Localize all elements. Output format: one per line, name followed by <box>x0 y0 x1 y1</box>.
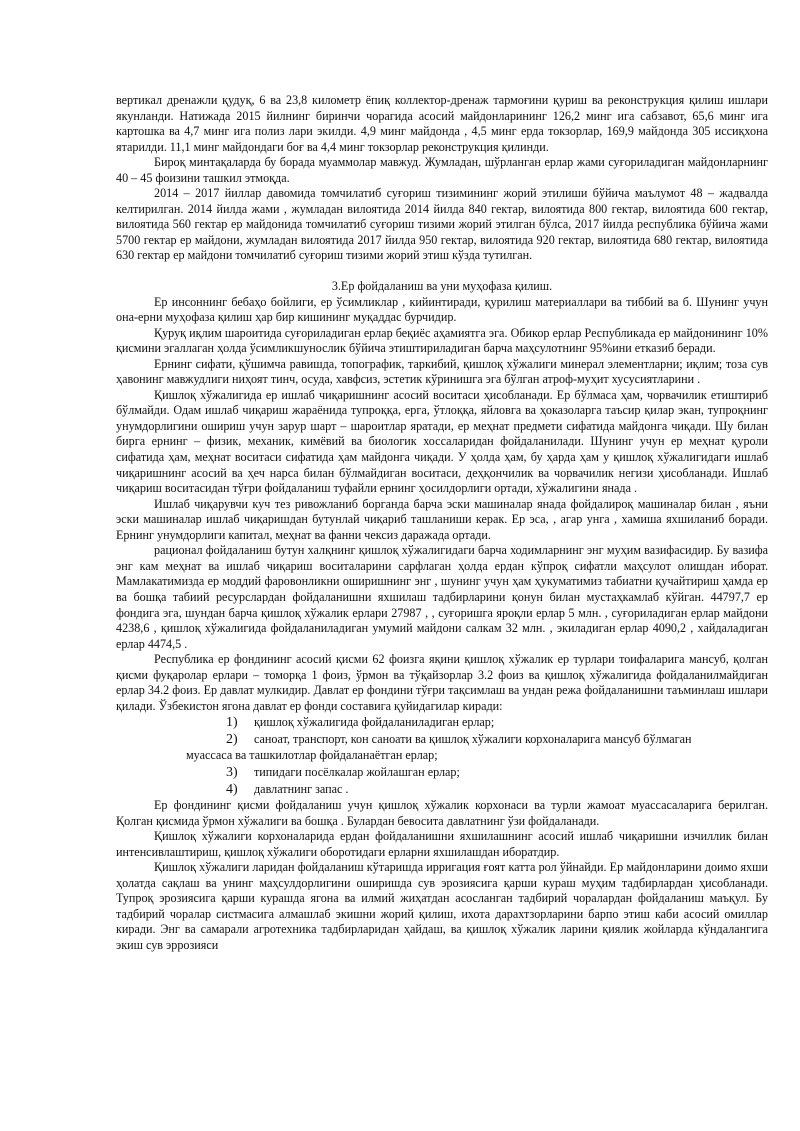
paragraph: Ер инсоннинг бебаҳо бойлиги, ер ўсимликлар , кийинтиради, қурилиш материаллари ва тиббий ва б. Шунинг учун она-ерни муҳофаза қилиш ҳар бир кишининг муқаддас бурчидир. <box>116 294 768 325</box>
paragraph: Қишлоқ хўжалиги ларидан фойдаланиш кўтаришда ирригация ғоят катта рол ўйнайди. Ер майдонларини доимо яхши ҳолатда сақлаш ва унинг маҳсулдорлигини оширишда сув эрозиясига қарши кураш муҳим тадбирлардан ҳисобланади. Тупроқ эрозиясига қарши курашда ягона ва илмий жиҳатдан асосланган тадбирий чоралардан фойдаланиш маъқул. Бу тадбирий чоралар систмасига алмашлаб экишни жорий қилиш, ихота дарахтзорларини барпо этиш каби асосий омиллар киради. Энг ва самарали агротехника тадбирларидан ҳайдаш, ва қишлоқ хўжалик ларини қиялик жойларда кўндалангига экиш сув эррозияси <box>116 860 768 952</box>
paragraph: Қишлоқ хўжалигида ер ишлаб чиқаришнинг асосий воситаси ҳисобланади. Ер бўлмаса ҳам, чорвачилик етиштириб бўлмайди. Одам ишлаб чиқариш жараёнида тупроққа, ерга, ўтлоққа, яйловга ва ҳоказоларга таъсир қилар экан, тупроқнинг унумдорлигини ошириш учун зарур шарт – шароитлар яратади, ер меҳнат предмети сифатида майдонга чиқади. Шу билан бирга ернинг – физик, механик, кимёвий ва биологик хоссаларидан фойдаланилади. Шунинг учун ер меҳнат қуроли сифатида ҳам, меҳнат воситаси сифатида ҳам майдонга чиқади. У ҳолда ҳам, бу ҳарда ҳам у қишлоқ хўжалигидаги ишлаб чиқаришнинг асосий ва ҳеч нарса билан бўлмайдиган воситаси, деҳқончилик ва чорвачилик негизи ҳисобланади. Ишлаб чиқариш воситасидан тўғри фойдаланиш туфайли ернинг ҳосилдорлиги ортади, хўжалигини янада . <box>116 387 768 496</box>
list-item-text: типидаги посёлкалар жойлашган ерлар; <box>254 764 460 779</box>
paragraph: Бироқ минтақаларда бу борада муаммолар мавжуд. Жумладан, шўрланган ерлар жами суғориладиган майдонларнинг 40 – 45 фоизини ташкил этмоқда. <box>116 155 768 185</box>
document-page <box>116 93 768 954</box>
paragraph: Ернинг сифати, қўшимча равишда, топографик, таркибий, қишлоқ хўжалиги минерал элементларни; иқлим; тоза сув ҳавонинг мавжудлиги ниҳоят тинч, осуда, хавфсиз, эстетик кўринишга эга бўлган атроф-муҳит хусусиятларини . <box>116 356 768 387</box>
paragraph: Республика ер фондининг асосий қисми 62 фоизга яқини қишлоқ хўжалик ер турлари тоифаларига мансуб, қолган қисми фуқаролар ерлари – томорқа 1 фоиз, ўрмон ва тўқайзорлар 3.2 фоиз ва қишлоқ хўжалигида фойдаланилмайдиган ерлар 34.2 фоиз. Ер давлат мулкидир. Давлат ер фондини тўғри тақсимлаш ва ундан режа фойдаланишни таъминлаш ишлари қилади. Ўзбекистон ягона давлат ер фонди составига қуйидагилар киради: <box>116 652 768 713</box>
list-number: 2) <box>226 731 238 747</box>
list-number: 1) <box>226 715 238 731</box>
list-item-text: саноат, транспорт, кон саноати ва қишлоқ хўжалиги корхоналарига мансуб бўлмаган <box>254 731 692 746</box>
list-item-text: қишлоқ хўжалигида фойдаланиладиган ерлар; <box>254 715 495 730</box>
paragraph: Қишлоқ хўжалиги корхоналарида ердан фойдаланишни яхшилашнинг асосий ишлаб чиқаришни изчиллик билан интенсивлаштириш, қишлоқ хўжалиги оборотидаги ерларни яхшилашдан иборатдир. <box>116 829 768 859</box>
paragraph: 2014 – 2017 йиллар давомида томчилатиб суғориш тизимининг жорий этилиши бўйича маълумот 48 – жадвалда келтирилган. 2014 йилда жами , жумладан вилоятида 2014 йилда 840 гектар, вилоятида 800 гектар, вилоятида 600 гектар, вилоятида 560 гектар ер майдонида томчилатиб суғориш тизими жорий этилган бўлса, 2017 йилда республика бўйича жами 5700 гектар ер майдони, жумладан вилоятида 2017 йилда 950 гектар, вилоятида 920 гектар, вилоятида 680 гектар, вилоятида 630 гектар ер майдони томчилатиб суғориш тизими жорий этиш кўзда тутилган. <box>116 186 768 263</box>
list-item <box>116 765 768 781</box>
section-heading: 3.Ер фойдаланиш ва уни муҳофаза қилиш. <box>331 279 553 294</box>
paragraph: Ишлаб чиқарувчи куч тез ривожланиб борганда барча эски машиналар янада фойдалироқ машиналар билан , яъни эски машиналар ишлаб чиқаришдан бутунлай чиқариб ташланиши керак. Ер эса, , агар унга , хамиша яхшиланиб боради. Ернинг унумдорлиги капитал, меҳнат ва фанни чексиз даражада ортади. <box>116 496 768 542</box>
numbered-list <box>116 715 768 797</box>
list-number: 4) <box>226 781 238 797</box>
list-item-text: давлатнинг запас . <box>254 781 349 796</box>
list-item <box>116 782 768 798</box>
paragraph: рационал фойдаланиш бутун халқнинг қишлоқ хўжалигидаги барча ходимларнинг энг муҳим вазифасидир. Бу вазифа энг кам меҳнат ва ишлаб чиқариш воситаларини сарфлаган ҳолда ердан кўпроқ сифатли маҳсулот олишдан иборат. Мамлакатимизда ер моддий фаровонликни оширишнинг энг , шунинг учун ҳам ҳукуматимиз табиатни қучайтириш ҳамда ер ва бошқа табиий ресурслардан фойдаланишни яхшилаш тадбирларини қонун билан мустаҳкамлаб кўйган. 44797,7 ер фондига эга, шундан барча қишлоқ хўжалик ерлари 27987 , , суғоришга яроқли ерлар 5 млн. , суғориладиган ерлар майдони 4238,6 , қишлоқ хўжалигида фойдаланиладиган умумий майдони салкам 32 млн. , экиладиган ерлар 4090,2 , хайдаладиган ерлар 4474,5 . <box>116 543 768 651</box>
list-item <box>116 715 768 731</box>
paragraph: вертикал дренажли қудуқ, 6 ва 23,8 километр ёпиқ коллектор-дренаж тармоғини қуриш ва реконструкция қилиш ишлари якунланди. Натижада 2015 йилнинг биринчи чорагида асосий майдонларининг 126,2 минг ига сабзавот, 65,6 минг ига картошка ва 4,7 минг ига полиз лари экилди. 4,9 минг майдонда , 4,5 минг ерда токзорлар, 169,9 майдонда 305 иссиқхона ятарилди. 11,1 минг майдондаги боғ ва 4,4 минг токзорлар реконструкция қилинди. <box>116 93 768 154</box>
paragraph: Қуруқ иқлим шароитида суғориладиган ерлар беқиёс аҳамиятга эга. Обикор ерлар Республикада ер майдонининг 10% қисмини эгаллаган ҳолда ўсимликшунослик бўйича этиштириладиган барча маҳсулотнинг 95%ини етказиб беради. <box>116 325 768 356</box>
list-item <box>116 732 768 748</box>
list-number: 3) <box>226 764 238 780</box>
paragraph: Ер фондининг қисми фойдаланиш учун қишлоқ хўжалик корхонаси ва турли жамоат муассасаларига берилган. Қолган қисмида ўрмон хўжалиги ва бошқа . Булардан бевосита давлатнинг ўзи фойдаланади. <box>116 798 768 828</box>
list-item-continuation: муассаса ва ташкилотлар фойдаланаётган ерлар; <box>186 748 438 763</box>
